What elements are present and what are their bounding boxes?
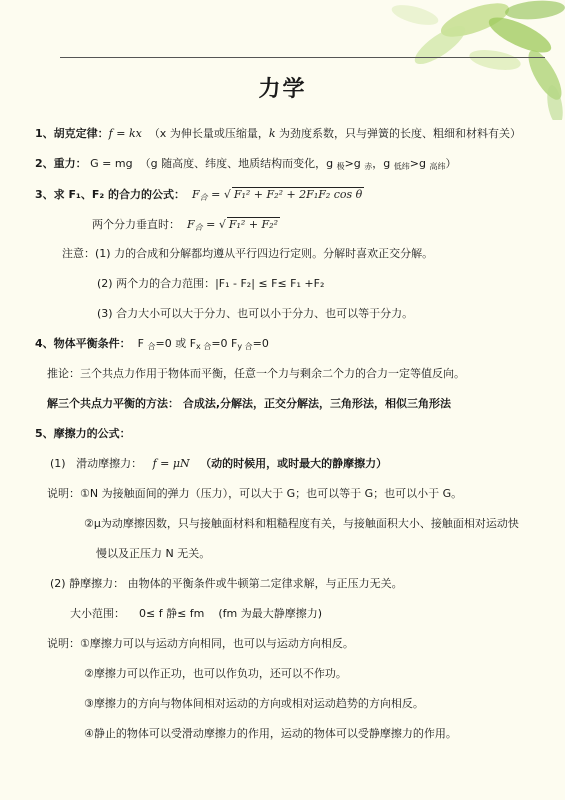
header-rule bbox=[60, 57, 545, 58]
hooke-note-k: k bbox=[268, 127, 276, 140]
gravity-sub: 高纬 bbox=[429, 162, 446, 171]
cond-text: =0 F bbox=[211, 337, 238, 350]
formula-lhs: F bbox=[187, 218, 195, 231]
hooke-note-a: （x 为伸长量或压缩量， bbox=[148, 127, 269, 140]
cond-text: =0 bbox=[252, 337, 269, 350]
item-equilibrium bbox=[35, 337, 269, 354]
item-number: 4、 bbox=[35, 337, 54, 350]
hooke-formula: f = kx bbox=[108, 127, 142, 140]
item-label: 求 F₁、F₂ 的合力的公式： bbox=[53, 188, 185, 201]
item-label: 胡克定律： bbox=[53, 127, 109, 140]
sub-label: 滑动摩擦力： bbox=[76, 457, 143, 470]
note-1: 注意：(1) 力的合成和分解都均遵从平行四边行定则。分解时喜欢正交分解。 bbox=[62, 247, 434, 260]
page-title: 力学 bbox=[258, 77, 307, 102]
sub-number: (1) bbox=[50, 457, 66, 470]
gravity-sub: 低纬 bbox=[393, 162, 410, 171]
sliding-formula: f = μN bbox=[152, 457, 190, 470]
explanation-2b: 慢以及正压力 N 无关。 bbox=[96, 547, 211, 560]
explanation-2a: ②μ为动摩擦因数，只与接触面材料和粗糙程度有关，与接触面积大小、接触面相对运动快 bbox=[84, 517, 519, 530]
item-label: 物体平衡条件： bbox=[53, 337, 131, 350]
static-friction: (2) 静摩擦力： 由物体的平衡条件或牛顿第二定律求解，与正压力无关。 bbox=[50, 577, 403, 590]
item-number: 2、 bbox=[35, 157, 54, 170]
item-friction bbox=[35, 427, 131, 441]
gravity-text: ） bbox=[445, 157, 457, 170]
item-number: 5、 bbox=[35, 427, 54, 440]
gravity-text: >g bbox=[344, 157, 365, 170]
item-hooke bbox=[35, 127, 521, 141]
item-number: 3、 bbox=[35, 188, 54, 201]
gravity-formula: G = mg bbox=[90, 157, 133, 170]
range-formula: 0≤ f 静≤ fm bbox=[139, 607, 205, 620]
cond-text: F bbox=[137, 337, 148, 350]
resultant-formula: $F_合$ = √ F₁² + F₂² + 2F₁F₂ cos θ bbox=[191, 188, 363, 202]
perp-formula: $F_合$ = √ F₁² + F₂² bbox=[187, 218, 278, 232]
explanation-1: 说明：①N 为接触面间的弹力（压力），可以大于 G；也可以等于 G；也可以小于 G。 bbox=[47, 487, 463, 500]
solving-methods: 解三个共点力平衡的方法： 合成法,分解法，正交分解法，三角形法，相似三角形法 bbox=[47, 397, 452, 410]
formula-radicand: F₁² + F₂² + 2F₁F₂ cos θ bbox=[233, 188, 363, 201]
cond-or: 或 bbox=[175, 337, 187, 350]
corollary: 推论：三个共点力作用于物体而平衡，任意一个力与剩余二个力的合力一定等值反向。 bbox=[47, 367, 465, 380]
statement-1: 说明：①摩擦力可以与运动方向相同，也可以与运动方向相反。 bbox=[47, 637, 354, 650]
gravity-note: （g 随高度、纬度、地质结构而变化，g bbox=[139, 157, 337, 170]
statement-3: ③摩擦力的方向与物体间相对运动的方向或相对运动趋势的方向相反。 bbox=[84, 697, 424, 710]
range-label: 大小范围： bbox=[70, 607, 125, 620]
item-number: 1、 bbox=[35, 127, 54, 140]
formula-eq: = bbox=[202, 218, 219, 231]
formula-lhs: F bbox=[191, 188, 200, 201]
formula-radicand: F₁² + F₂² bbox=[228, 218, 278, 231]
note-2: (2) 两个力的合力范围：|F₁ - F₂| ≤ F≤ F₁ +F₂ bbox=[97, 277, 325, 290]
statement-4: ④静止的物体可以受滑动摩擦力的作用，运动的物体可以受静摩擦力的作用。 bbox=[84, 727, 457, 740]
gravity-sub: 赤 bbox=[364, 162, 373, 171]
static-range bbox=[70, 607, 322, 621]
range-note: (fm 为最大静摩擦力) bbox=[218, 607, 323, 620]
formula-sub: 合 bbox=[199, 193, 208, 202]
gravity-text: >g bbox=[409, 157, 430, 170]
sliding-note: （动的时候用，或时最大的静摩擦力） bbox=[200, 457, 388, 470]
item-label: 重力： bbox=[53, 157, 87, 170]
item-resultant bbox=[35, 187, 364, 205]
hooke-note-b: 为劲度系数，只与弹簧的长度、粗细和材料有关） bbox=[275, 127, 521, 140]
note-3: (3) 合力大小可以大于分力、也可以小于分力、也可以等于分力。 bbox=[97, 307, 414, 320]
statement-2: ②摩擦力可以作正功，也可以作负功，还可以不作功。 bbox=[84, 667, 347, 680]
formula-eq: = bbox=[207, 188, 224, 201]
gravity-sub: 极 bbox=[336, 162, 345, 171]
sliding-friction bbox=[50, 457, 387, 471]
perp-label: 两个分力垂直时： bbox=[92, 218, 180, 231]
cond-text: =0 bbox=[155, 337, 176, 350]
cond-text: F bbox=[186, 337, 197, 350]
cond-sub: 合 bbox=[147, 342, 156, 351]
formula-sub: 合 bbox=[194, 223, 203, 232]
cond-sub: x 合 bbox=[196, 342, 212, 351]
item-label: 摩擦力的公式： bbox=[53, 427, 131, 440]
item-gravity bbox=[35, 157, 456, 174]
cond-sub: y 合 bbox=[237, 342, 253, 351]
perpendicular-case bbox=[92, 217, 280, 235]
gravity-text: ，g bbox=[372, 157, 394, 170]
